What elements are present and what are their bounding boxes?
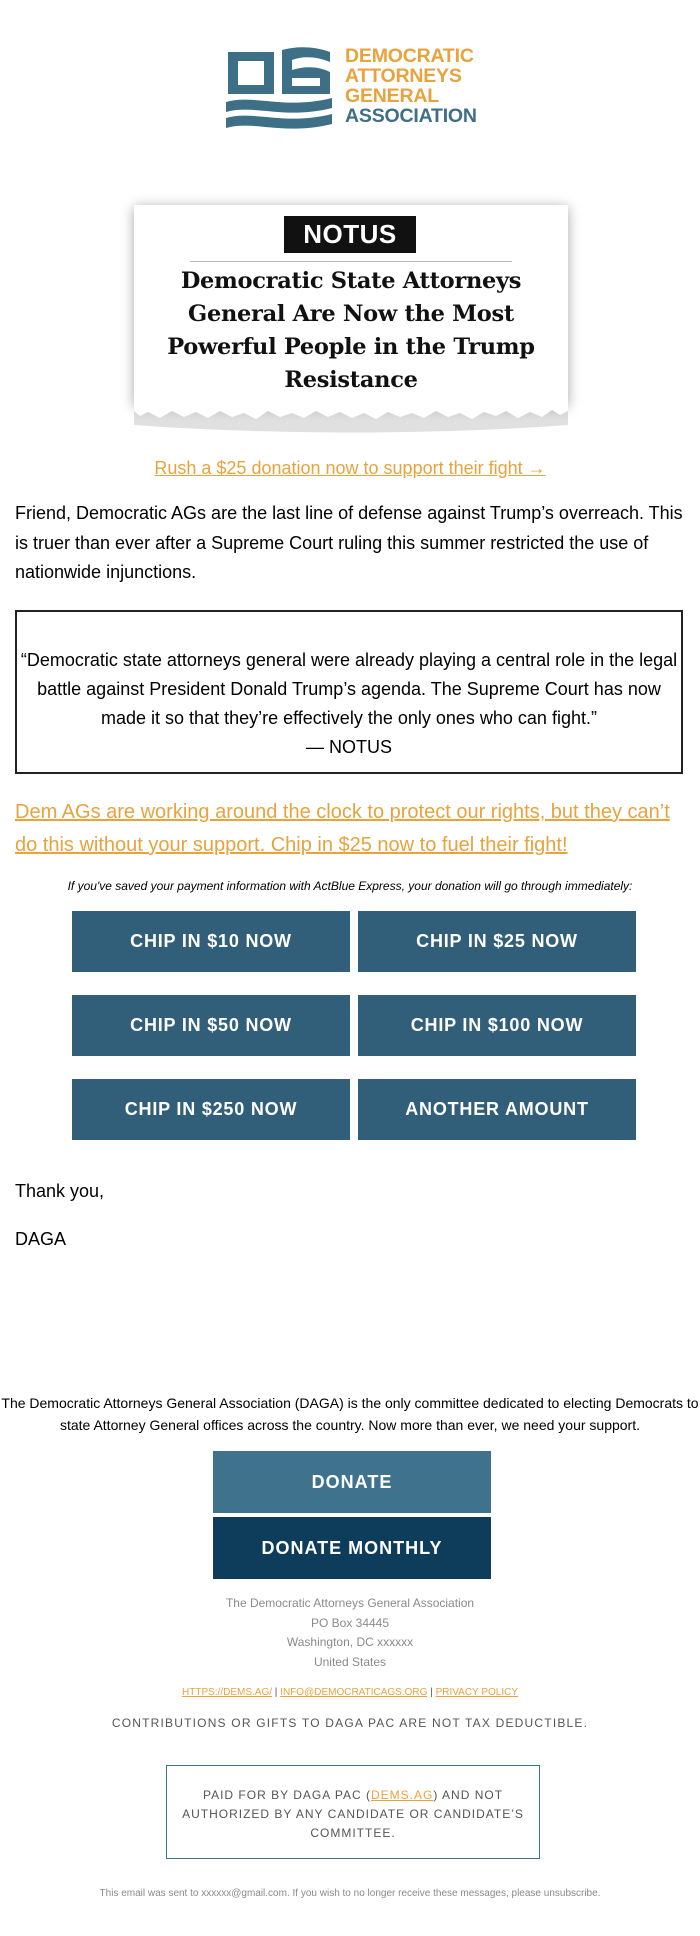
paid-for-suffix: ) AND NOT AUTHORIZED BY ANY CANDIDATE OR CANDIDATE’S COMMITTEE. xyxy=(182,1788,524,1840)
email-link[interactable]: INFO@DEMOCRATICAGS.ORG xyxy=(280,1687,428,1698)
link-separator: | xyxy=(430,1687,433,1698)
chip-in-25-link[interactable]: Dem AGs are working around the clock to protect our rights, but they can’t do this without your support. Chip in $25 now to fuel their fight! xyxy=(15,801,670,856)
rush-donation-link-row xyxy=(0,458,700,479)
another-amount-button[interactable]: ANOTHER AMOUNT xyxy=(358,1079,636,1140)
daga-logo-mark xyxy=(224,46,336,132)
chip-in-10-button[interactable]: CHIP IN $10 NOW xyxy=(72,911,350,972)
logo-line-2: ATTORNEYS xyxy=(345,65,462,87)
address-country: United States xyxy=(313,1654,387,1669)
clipping-paper xyxy=(134,205,568,405)
quote-attribution: — NOTUS xyxy=(305,737,392,757)
appeal-paragraph xyxy=(15,796,685,862)
clipping-headline: Democratic State Attorneys General Are Now the Most Powerful People in the Trump Resistance xyxy=(167,268,535,393)
clipping-divider xyxy=(190,261,512,262)
logo-line-3: GENERAL xyxy=(345,85,439,107)
chip-in-250-button[interactable]: CHIP IN $250 NOW xyxy=(72,1079,350,1140)
privacy-policy-link[interactable]: PRIVACY POLICY xyxy=(435,1687,518,1698)
address-org: The Democratic Attorneys General Association xyxy=(225,1596,475,1610)
logo-line-4: ASSOCIATION xyxy=(345,105,477,127)
mailing-address xyxy=(0,1594,700,1672)
closing-signature: DAGA xyxy=(15,1229,67,1249)
dems-ag-link[interactable]: DEMS.AG xyxy=(371,1788,434,1802)
donate-button[interactable]: DONATE xyxy=(213,1451,491,1513)
chip-in-25-button[interactable]: CHIP IN $25 NOW xyxy=(358,911,636,972)
closing-thanks: Thank you, xyxy=(15,1181,105,1201)
footer-links xyxy=(0,1687,700,1698)
link-separator: | xyxy=(274,1687,278,1698)
logo-line-1: DEMOCRATIC xyxy=(345,45,474,67)
chip-in-50-button[interactable]: CHIP IN $50 NOW xyxy=(72,995,350,1056)
notus-quote-box xyxy=(15,610,683,774)
intro-paragraph: Friend, Democratic AGs are the last line of defense against Trump’s overreach. This is truer than ever after a Supreme Court ruling this summer restricted the use of nationwide injunctions. xyxy=(15,503,683,582)
quote-text: “Democratic state attorneys general were already playing a central role in the legal battle against President Donald Trump’s agenda. The Supreme Court has now made it so that they’re effectively the only ones who can fight.” xyxy=(20,650,678,728)
tax-disclaimer: CONTRIBUTIONS OR GIFTS TO DAGA PAC ARE NOT TAX DEDUCTIBLE. xyxy=(111,1716,589,1730)
address-po-box: PO Box 34445 xyxy=(310,1615,390,1630)
paid-for-disclaimer xyxy=(166,1765,540,1859)
daga-description: The Democratic Attorneys General Association (DAGA) is the only committee dedicated to electing Democrats to state Attorney General offices across the country. Now more than ever, we need your support. xyxy=(1,1395,699,1433)
actblue-note: If you've saved your payment information with ActBlue Express, your donation will go through immediately: xyxy=(67,879,633,893)
paid-for-prefix: PAID FOR BY DAGA PAC ( xyxy=(202,1788,372,1802)
website-link[interactable]: HTTPS://DEMS.AG/ xyxy=(182,1687,273,1698)
address-city: Washington, DC xxxxxx xyxy=(286,1635,414,1649)
daga-logo-wordmark xyxy=(345,46,477,126)
rush-donation-link[interactable]: Rush a $25 donation now to support their fight → xyxy=(154,458,546,478)
daga-logo xyxy=(224,46,482,132)
unsubscribe-note: This email was sent to xxxxxx@gmail.com. If you wish to no longer receive these messages, please unsubscribe. xyxy=(99,1888,601,1899)
news-clipping[interactable] xyxy=(134,205,568,435)
chip-in-100-button[interactable]: CHIP IN $100 NOW xyxy=(358,995,636,1056)
torn-edge xyxy=(134,395,568,435)
notus-logo: NOTUS xyxy=(284,216,416,253)
donate-monthly-button[interactable]: DONATE MONTHLY xyxy=(213,1517,491,1579)
